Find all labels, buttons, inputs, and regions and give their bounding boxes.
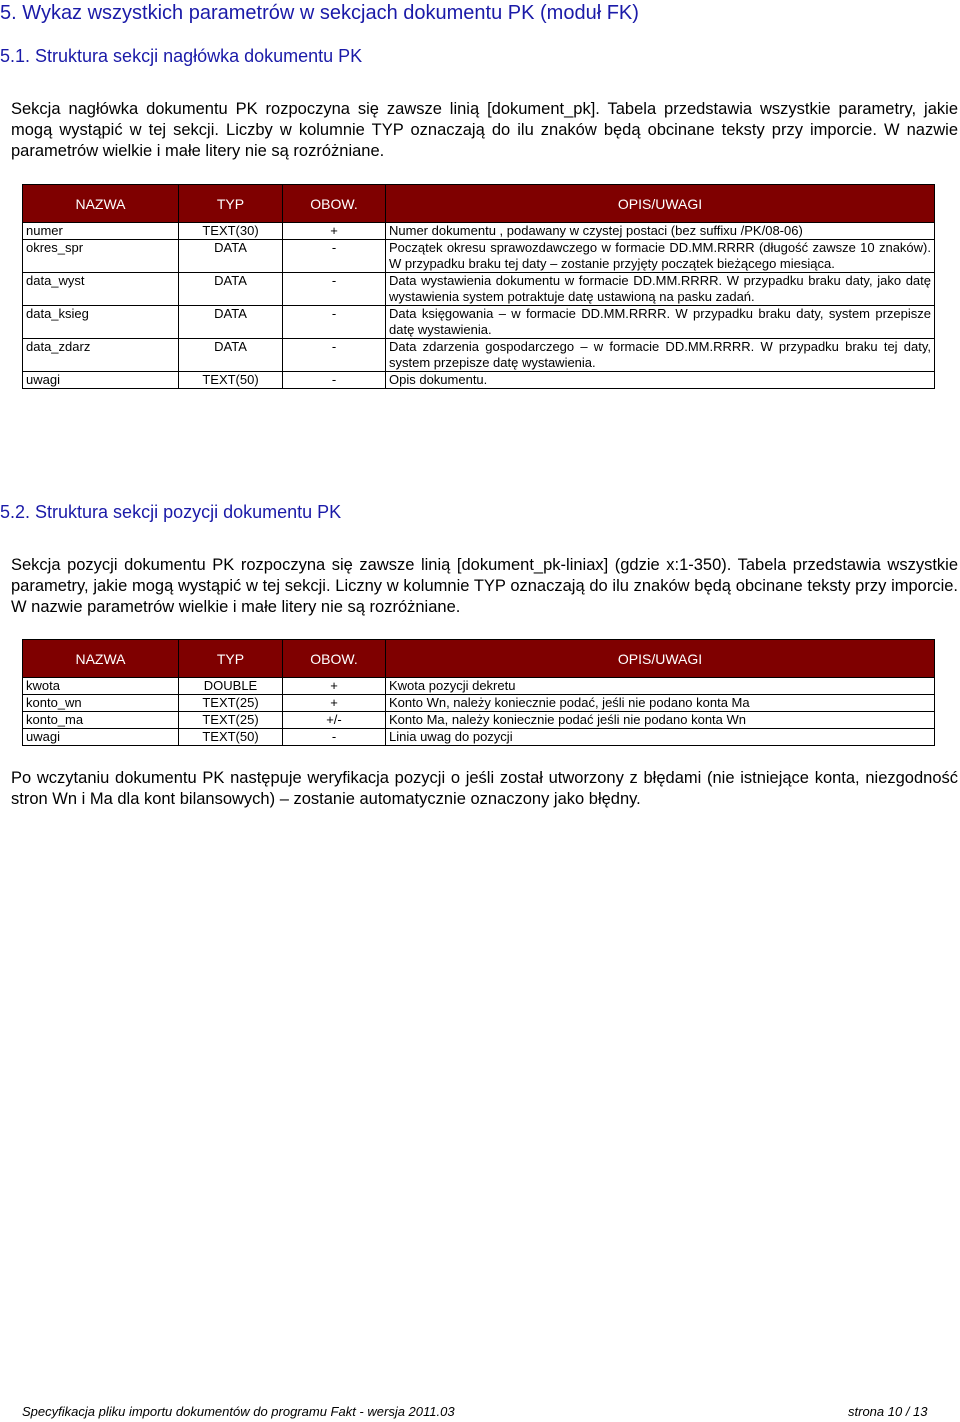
footer-page-number: strona 10 / 13 [848,1404,928,1419]
table-row [23,695,935,712]
cell-description: Konto Ma, należy koniecznie podać jeśli nie podano konta Wn [386,712,935,729]
column-header-type: TYP [179,640,283,678]
section1-heading: 5.1. Struktura sekcji nagłówka dokumentu PK [0,46,363,66]
table-row [23,223,935,240]
cell-name: numer [23,223,179,240]
cell-name: okres_spr [23,240,179,273]
cell-name: data_zdarz [23,339,179,372]
cell-required: + [283,223,386,240]
footer-document-title: Specyfikacja pliku importu dokumentów do programu Fakt - wersja 2011.03 [22,1404,455,1419]
cell-name: uwagi [23,729,179,746]
cell-type: TEXT(25) [179,695,283,712]
cell-required: +/- [283,712,386,729]
cell-type: DATA [179,273,283,306]
column-header-required: OBOW. [283,185,386,223]
cell-description: Data wystawienia dokumentu w formacie DD.MM.RRRR. W przypadku braku daty, jako datę wystawienia system potraktuje datę ustawioną na pasku zadań. [386,273,935,306]
table-row [23,306,935,339]
column-header-description: OPIS/UWAGI [386,640,935,678]
cell-required: - [283,240,386,273]
cell-type: DATA [179,306,283,339]
table-row [23,678,935,695]
cell-name: data_ksieg [23,306,179,339]
cell-type: TEXT(30) [179,223,283,240]
cell-type: DOUBLE [179,678,283,695]
cell-name: kwota [23,678,179,695]
section2-paragraph: Sekcja pozycji dokumentu PK rozpoczyna się zawsze linią [dokument_pk-liniax] (gdzie x:1-350). Tabela przedstawia wszystkie parametry, jakie mogą wystąpić w tej sekcji. Liczny w kolumnie TYP oznaczają do ilu znaków będą obcinane teksty przy imporcie. W nazwie parametrów wielkie i małe litery nie są rozróżniane. [11,556,958,616]
column-header-required: OBOW. [283,640,386,678]
cell-required: - [283,372,386,389]
cell-required: + [283,678,386,695]
table-row [23,729,935,746]
cell-name: konto_wn [23,695,179,712]
table-header-row [23,185,935,223]
cell-description: Linia uwag do pozycji [386,729,935,746]
cell-required: - [283,339,386,372]
column-header-name: NAZWA [23,640,179,678]
section2-heading: 5.2. Struktura sekcji pozycji dokumentu PK [0,502,342,522]
position-params-table [22,639,935,746]
cell-description: Numer dokumentu , podawany w czystej postaci (bez suffixu /PK/08-06) [386,223,935,240]
cell-type: TEXT(50) [179,372,283,389]
column-header-name: NAZWA [23,185,179,223]
column-header-description: OPIS/UWAGI [386,185,935,223]
cell-description: Początek okresu sprawozdawczego w formacie DD.MM.RRRR (długość zawsze 10 znaków). W przypadku braku tej daty – zostanie przyjęty początek bieżącego miesiąca. [386,240,935,273]
column-header-type: TYP [179,185,283,223]
table-row [23,273,935,306]
table-row [23,372,935,389]
table-row [23,712,935,729]
cell-required: - [283,273,386,306]
cell-type: TEXT(25) [179,712,283,729]
cell-description: Data księgowania – w formacie DD.MM.RRRR. W przypadku braku daty, system przepisze datę wystawienia. [386,306,935,339]
cell-required: + [283,695,386,712]
table-row [23,240,935,273]
cell-required: - [283,306,386,339]
closing-paragraph: Po wczytaniu dokumentu PK następuje weryfikacja pozycji o jeśli został utworzony z błędami (nie istniejące konta, niezgodność stron Wn i Ma dla kont bilansowych) – zostanie automatycznie oznaczony jako błędny. [11,769,958,808]
cell-type: TEXT(50) [179,729,283,746]
section1-paragraph: Sekcja nagłówka dokumentu PK rozpoczyna się zawsze linią [dokument_pk]. Tabela przedstawia wszystkie parametry, jakie mogą wystąpić w tej sekcji. Liczby w kolumnie TYP oznaczają do ilu znaków będą obcinane teksty przy imporcie. W nazwie parametrów wielkie i małe litery nie są rozróżniane. [11,100,958,160]
cell-description: Kwota pozycji dekretu [386,678,935,695]
cell-description: Opis dokumentu. [386,372,935,389]
cell-name: uwagi [23,372,179,389]
cell-name: data_wyst [23,273,179,306]
cell-type: DATA [179,240,283,273]
cell-description: Konto Wn, należy koniecznie podać, jeśli nie podano konta Ma [386,695,935,712]
cell-name: konto_ma [23,712,179,729]
table-header-row [23,640,935,678]
cell-description: Data zdarzenia gospodarczego – w formacie DD.MM.RRRR. W przypadku braku tej daty, system przepisze datę wystawienia. [386,339,935,372]
cell-required: - [283,729,386,746]
header-params-table [22,184,935,389]
table-row [23,339,935,372]
main-heading: 5. Wykaz wszystkich parametrów w sekcjach dokumentu PK (moduł FK) [0,2,639,24]
cell-type: DATA [179,339,283,372]
